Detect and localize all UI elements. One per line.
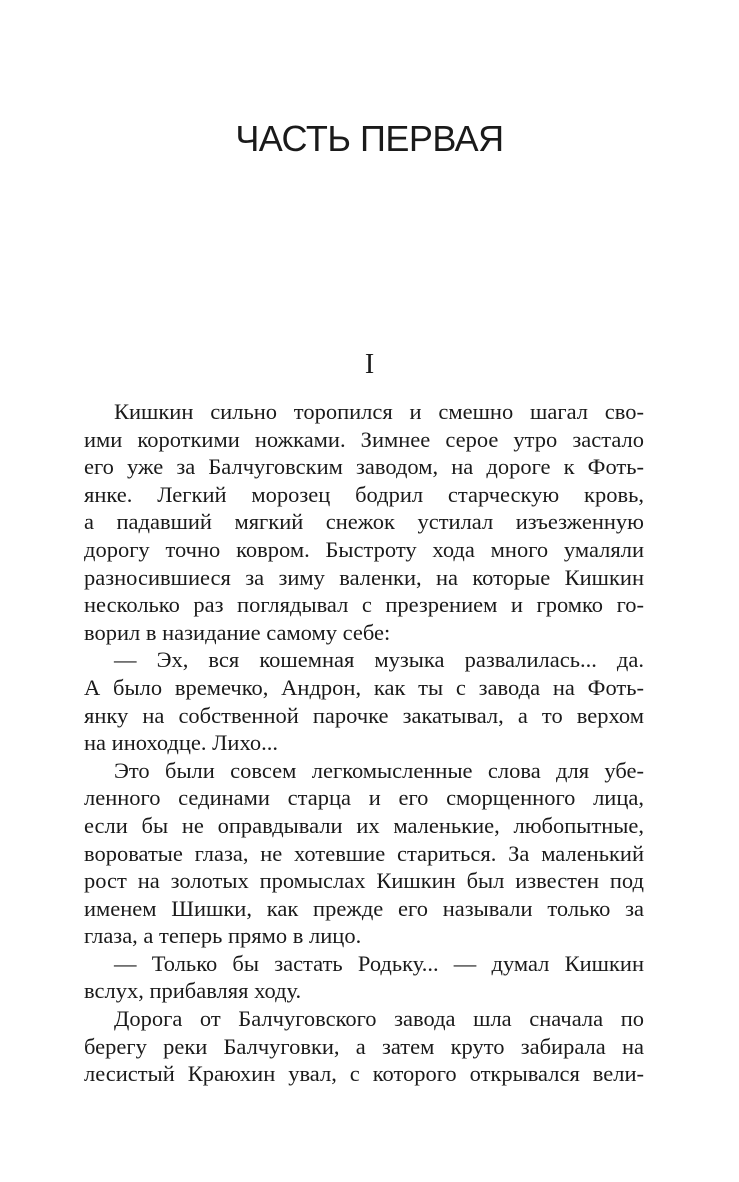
text-line: на иноходце. Лихо... xyxy=(84,730,278,756)
text-line: Кишкин сильно торопился и смешно шагал сво- xyxy=(114,399,644,424)
text-line: дорогу точно ковром. Быстроту хода много умаляли xyxy=(84,536,644,562)
text-line: несколько раз поглядывал с презрением и громко го- xyxy=(84,592,644,618)
text-line: лесистый Краюхин увал, с которого открывался вели- xyxy=(84,1061,644,1087)
text-line: а падавший мягкий снежок устилал изъезженную xyxy=(84,509,644,535)
text-line: ленного сединами старца и его сморщенного лица, xyxy=(84,785,644,811)
text-line: А было времечко, Андрон, как ты с завода на Фоть- xyxy=(84,674,644,700)
chapter-number: I xyxy=(364,349,375,380)
text-line: если бы не оправдывали их маленькие, любопытные, xyxy=(84,812,644,838)
text-line: — Эх, вся кошемная музыка развалилась... да. xyxy=(114,647,644,673)
text-line: янке. Легкий морозец бодрил старческую кровь, xyxy=(84,481,644,507)
text-line: именем Шишки, как прежде его называли только за xyxy=(84,895,644,921)
text-line: рост на золотых промыслах Кишкин был известен под xyxy=(84,868,644,894)
text-line: вороватые глаза, не хотевшие стариться. За маленький xyxy=(84,840,644,866)
text-line: разносившиеся за зиму валенки, на которые Кишкин xyxy=(84,564,644,590)
text-line: берегу реки Балчуговки, а затем круто забирала на xyxy=(84,1033,644,1059)
text-line: вслух, прибавляя ходу. xyxy=(84,978,302,1004)
text-line: ими короткими ножками. Зимнее серое утро застало xyxy=(84,426,644,452)
text-line: Это были совсем легкомысленные слова для убе- xyxy=(114,757,644,783)
text-line: ворил в назидание самому себе: xyxy=(84,619,391,645)
text-line: — Только бы застать Родьку... — думал Кишкин xyxy=(114,950,644,976)
text-line: янку на собственной парочке закатывал, а то верхом xyxy=(84,702,644,728)
part-title: ЧАСТЬ ПЕРВАЯ xyxy=(235,118,504,159)
text-line: глаза, а теперь прямо в лицо. xyxy=(84,923,362,949)
text-line: его уже за Балчуговским заводом, на дороге к Фоть- xyxy=(84,454,644,480)
text-line: Дорога от Балчуговского завода шла сначала по xyxy=(114,1006,644,1032)
chapter-body-text xyxy=(84,398,644,1088)
